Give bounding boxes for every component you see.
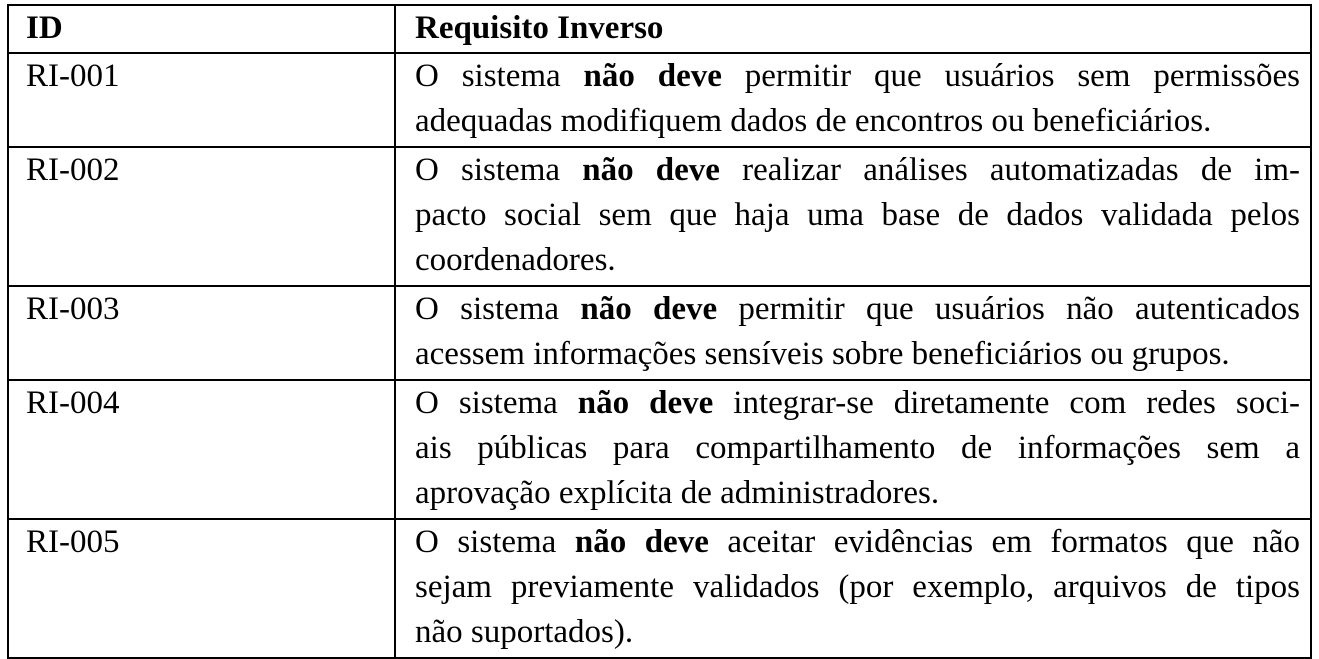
requirement-text-cell — [395, 147, 1311, 286]
table-row — [8, 380, 1311, 519]
requirement-prefix-text: O sistema — [415, 385, 578, 421]
requirement-text-line — [415, 148, 1300, 193]
table-row — [8, 286, 1311, 380]
requirement-text-line: sejam previamente validados (por exemplo, arquivos de tipos — [415, 569, 1300, 605]
requirement-prefix-text: O sistema — [415, 58, 584, 94]
column-header-requirement: Requisito Inverso — [395, 5, 1311, 53]
requirement-text-line: acessem informações sensíveis sobre beneficiários ou grupos. — [415, 336, 1230, 372]
requirement-text-cell — [395, 519, 1311, 658]
requirement-text-cell — [395, 380, 1311, 519]
requirement-text-line: aprovação explícita de administradores. — [415, 475, 940, 511]
requirement-text-line: pacto social sem que haja uma base de dados validada pelos — [415, 197, 1300, 233]
requirement-text-cell — [395, 286, 1311, 380]
requirement-emphasis: não deve — [577, 385, 714, 421]
requirement-suffix-text: permitir que usuários sem permissões — [721, 58, 1300, 94]
column-header-id: ID — [8, 5, 395, 53]
requirement-text-line: não suportados). — [415, 614, 634, 650]
table-row — [8, 519, 1311, 658]
requirement-id-cell: RI-004 — [8, 380, 395, 519]
requirement-text-line — [415, 381, 1300, 426]
requirement-text-line — [415, 520, 1300, 565]
requirement-text-line: adequadas modifiquem dados de encontros ou beneficiários. — [415, 103, 1212, 139]
requirement-emphasis: não deve — [583, 58, 722, 94]
requirement-prefix-text: O sistema — [415, 524, 575, 560]
requirement-prefix-text: O sistema — [415, 152, 583, 188]
requirement-id-cell: RI-005 — [8, 519, 395, 658]
requirement-suffix-text: permitir que usuários não autenticados — [717, 291, 1300, 327]
table-body — [8, 53, 1311, 658]
requirement-text-cell — [395, 53, 1311, 147]
requirement-suffix-text: aceitar evidências em formatos que não — [708, 524, 1300, 560]
requirement-text-line — [415, 54, 1300, 99]
requirement-suffix-text: realizar análises automatizadas de im- — [719, 152, 1300, 188]
requirement-text-line: ais públicas para compartilhamento de informações sem a — [415, 430, 1300, 466]
requirement-id-cell: RI-001 — [8, 53, 395, 147]
table-row — [8, 147, 1311, 286]
inverse-requirements-table — [7, 4, 1312, 659]
requirement-emphasis: não deve — [580, 291, 718, 327]
requirement-emphasis: não deve — [582, 152, 720, 188]
requirement-text-line: coordenadores. — [415, 242, 616, 278]
requirement-text-line — [415, 287, 1300, 332]
requirement-id-cell: RI-003 — [8, 286, 395, 380]
requirement-emphasis: não deve — [574, 524, 709, 560]
requirement-id-cell: RI-002 — [8, 147, 395, 286]
table-row — [8, 53, 1311, 147]
requirement-prefix-text: O sistema — [415, 291, 581, 327]
table-header-row — [8, 5, 1311, 53]
requirement-suffix-text: integrar-se diretamente com redes soci- — [713, 385, 1300, 421]
